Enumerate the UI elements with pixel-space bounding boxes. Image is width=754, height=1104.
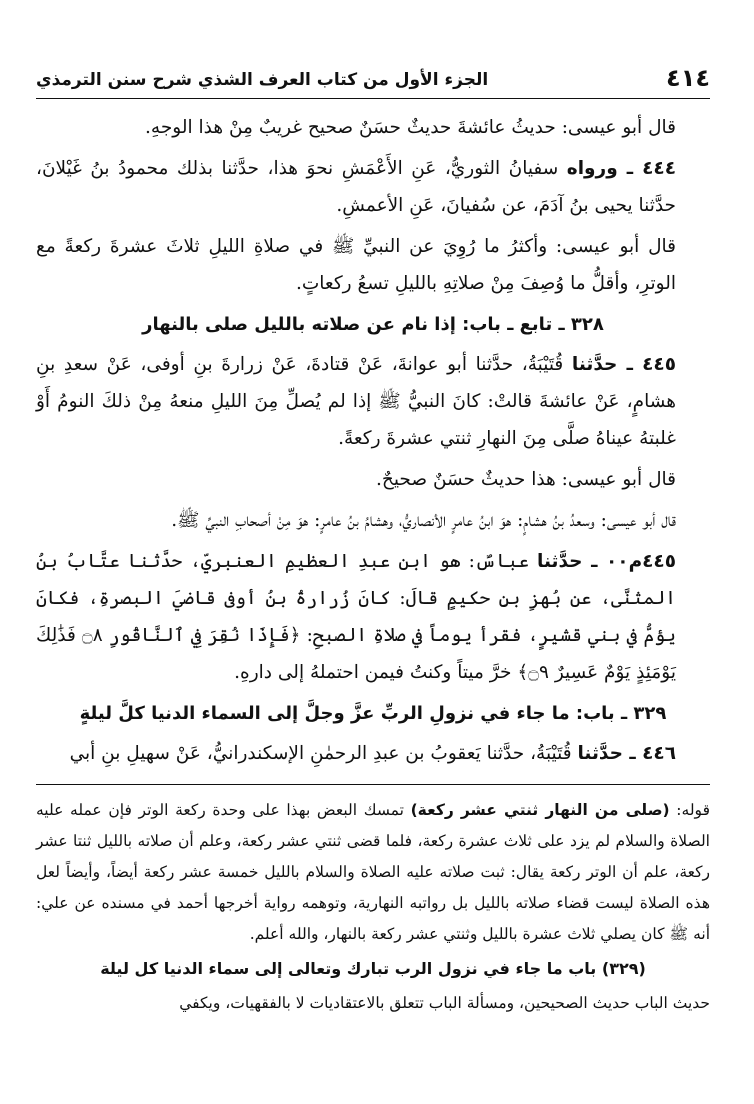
footnote-heading: (٣٢٩) باب ما جاء في نزول الرب تبارك وتعالى إلى سماء الدنيا كل ليلة <box>100 959 646 978</box>
hadith-text-end: خرَّ ميتاً وكنتُ فيمن احتملهُ إلى دارهِ. <box>234 662 518 683</box>
hadith-number: ٤٤٤ ـ ورواه <box>566 158 676 179</box>
hadith-text: سفيانُ الثوريُّ، عَنِ الأَعْمَشِ نحوَ هذا، حدَّثنا بذلك محمودُ بنُ غَيْلانَ، حدَّثنا يحيى بنُ آدَمَ، عن سُفيانَ، عَنِ الأعمشِ. <box>36 158 676 216</box>
hadith-446 <box>36 735 710 772</box>
footnote-quote: (صلى من النهار ثنتي عشر ركعة) <box>410 801 670 819</box>
hadith-445m <box>36 543 710 691</box>
hadith-445 <box>36 346 710 457</box>
paragraph-6: قال أبو عيسى: وسعدُ بنُ هشامٍ: هوَ ابنُ عامرٍ الأنصاريُّ، وهشامُ بنُ عامرٍ: هوَ مِنْ أصحابِ النبيِّ ﷺ. <box>171 510 676 531</box>
chapter-heading-328: ٣٢٨ ـ تابع ـ باب: إذا نام عن صلاته بالليل صلى بالنهار <box>142 314 604 335</box>
footnote-2: حديث الباب حديث الصحيحين، ومسألة الباب تتعلق بالاعتقاديات لا بالفقهيات، ويكفي <box>179 994 710 1012</box>
hadith-number: ٤٤٦ ـ حدَّثنا <box>577 743 676 764</box>
book-page <box>36 58 710 1088</box>
hadith-444 <box>36 150 710 224</box>
paragraph-3: قال أبو عيسى: وأكثرُ ما رُوِيَ عن النبيِّ ﷺ في صلاةِ الليلِ ثلاثَ عشرةَ ركعةً مع الوترِ، وأقلُّ ما وُصِفَ مِنْ صلاتِهِ بالليلِ تسعُ ركعاتٍ. <box>36 236 676 294</box>
paragraph-1: قال أبو عيسى: حديثُ عائشةَ حديثٌ حسَنٌ صحيح غريبٌ مِنْ هذا الوجهِ. <box>145 117 676 138</box>
footnote-1 <box>36 795 710 950</box>
paragraph-5: قال أبو عيسى: هذا حديثٌ حسَنٌ صحيحٌ. <box>376 469 676 490</box>
main-text <box>36 109 710 772</box>
hadith-number: ٤٤٥م٠٠ ـ حدَّثنا <box>537 551 676 572</box>
footnotes <box>36 795 710 1019</box>
hadith-text: قُتَيْبَةُ، حدَّثنا يَعقوبُ بن عبدِ الرحمٰنِ الإسكندرانيُّ، عَنْ سهيلِ بنِ أبي <box>69 743 578 764</box>
hadith-number: ٤٤٥ ـ حدَّثنا <box>571 354 677 375</box>
hadith-text: قُتَيْبَةُ، حدَّثنا أبو عوانةَ، عَنْ قتادةَ، عَنْ زرارةَ بنِ أوفى، عَنْ سعدِ بنِ هشامٍ، عَنْ عائشةَ قالتْ: كانَ النبيُّ ﷺ إذا لم يُصلِّ مِنَ الليلِ منعهُ مِنْ ذلكَ النومُ أَوْ غلبتهُ عيناهُ صلَّى مِنَ النهارِ ثنتي عشرةَ ركعةً. <box>36 354 676 449</box>
footnote-lead: قوله: <box>669 801 710 819</box>
hadith-text: عباسٌ: هو ابن عبدِ العظيمِ العنبريّ، حدَّثنا عتَّابُ بنُ المثنَّى، عن بُهزِ بنِ حكيمٍ قالَ: كانَ زُرارةُ بنُ أوفى قاضيَ البصرةِ، فكانَ يؤمُّ في بني قشيرٍ، فقرأ يوماً في صلاةِ الصبحِ: <box>36 551 676 646</box>
page-number: ٤١٤ <box>666 64 710 92</box>
header-rule <box>36 98 710 99</box>
footnote-text: تمسك البعض بهذا على وحدة ركعة الوتر فإن عمله عليه الصلاة والسلام لم يزد على ثلاث عشرة ركعة، فلما قضى ثنتي عشر ركعة، وعلم أن صلاته بالليل ثنتا عشر ركعة، علم أن الوتر ركعة يقال: ثبت صلاته عليه الصلاة والسلام بالليل خمسة عشر ركعة أيضاً، وأيضاً لعل هذه الصلاة ليست قضاء صلاته بالليل بل رواتبه النهارية، وتوهمه رواية أخرجها أحمد في مسنده عن علي: أنه ﷺ كان يصلي ثلاث عشرة بالليل وثنتي عشر ركعة بالنهار، والله أعلم. <box>36 801 710 943</box>
page-header <box>36 58 710 92</box>
quran-verse: ﴿فَإِذَا نُقِرَ فِي ٱلنَّاقُورِ ۝٨ فَذَٰلِكَ يَوْمَئِذٍ يَوْمٌ عَسِيرٌ ۝٩﴾ <box>36 625 676 683</box>
footnote-separator <box>36 784 710 785</box>
chapter-heading-329: ٣٢٩ ـ باب: ما جاء في نزولِ الربِّ عزَّ وجلَّ إلى السماء الدنيا كلَّ ليلةٍ <box>79 703 667 724</box>
running-title: الجزء الأول من كتاب العرف الشذي شرح سنن الترمذي <box>36 70 489 90</box>
